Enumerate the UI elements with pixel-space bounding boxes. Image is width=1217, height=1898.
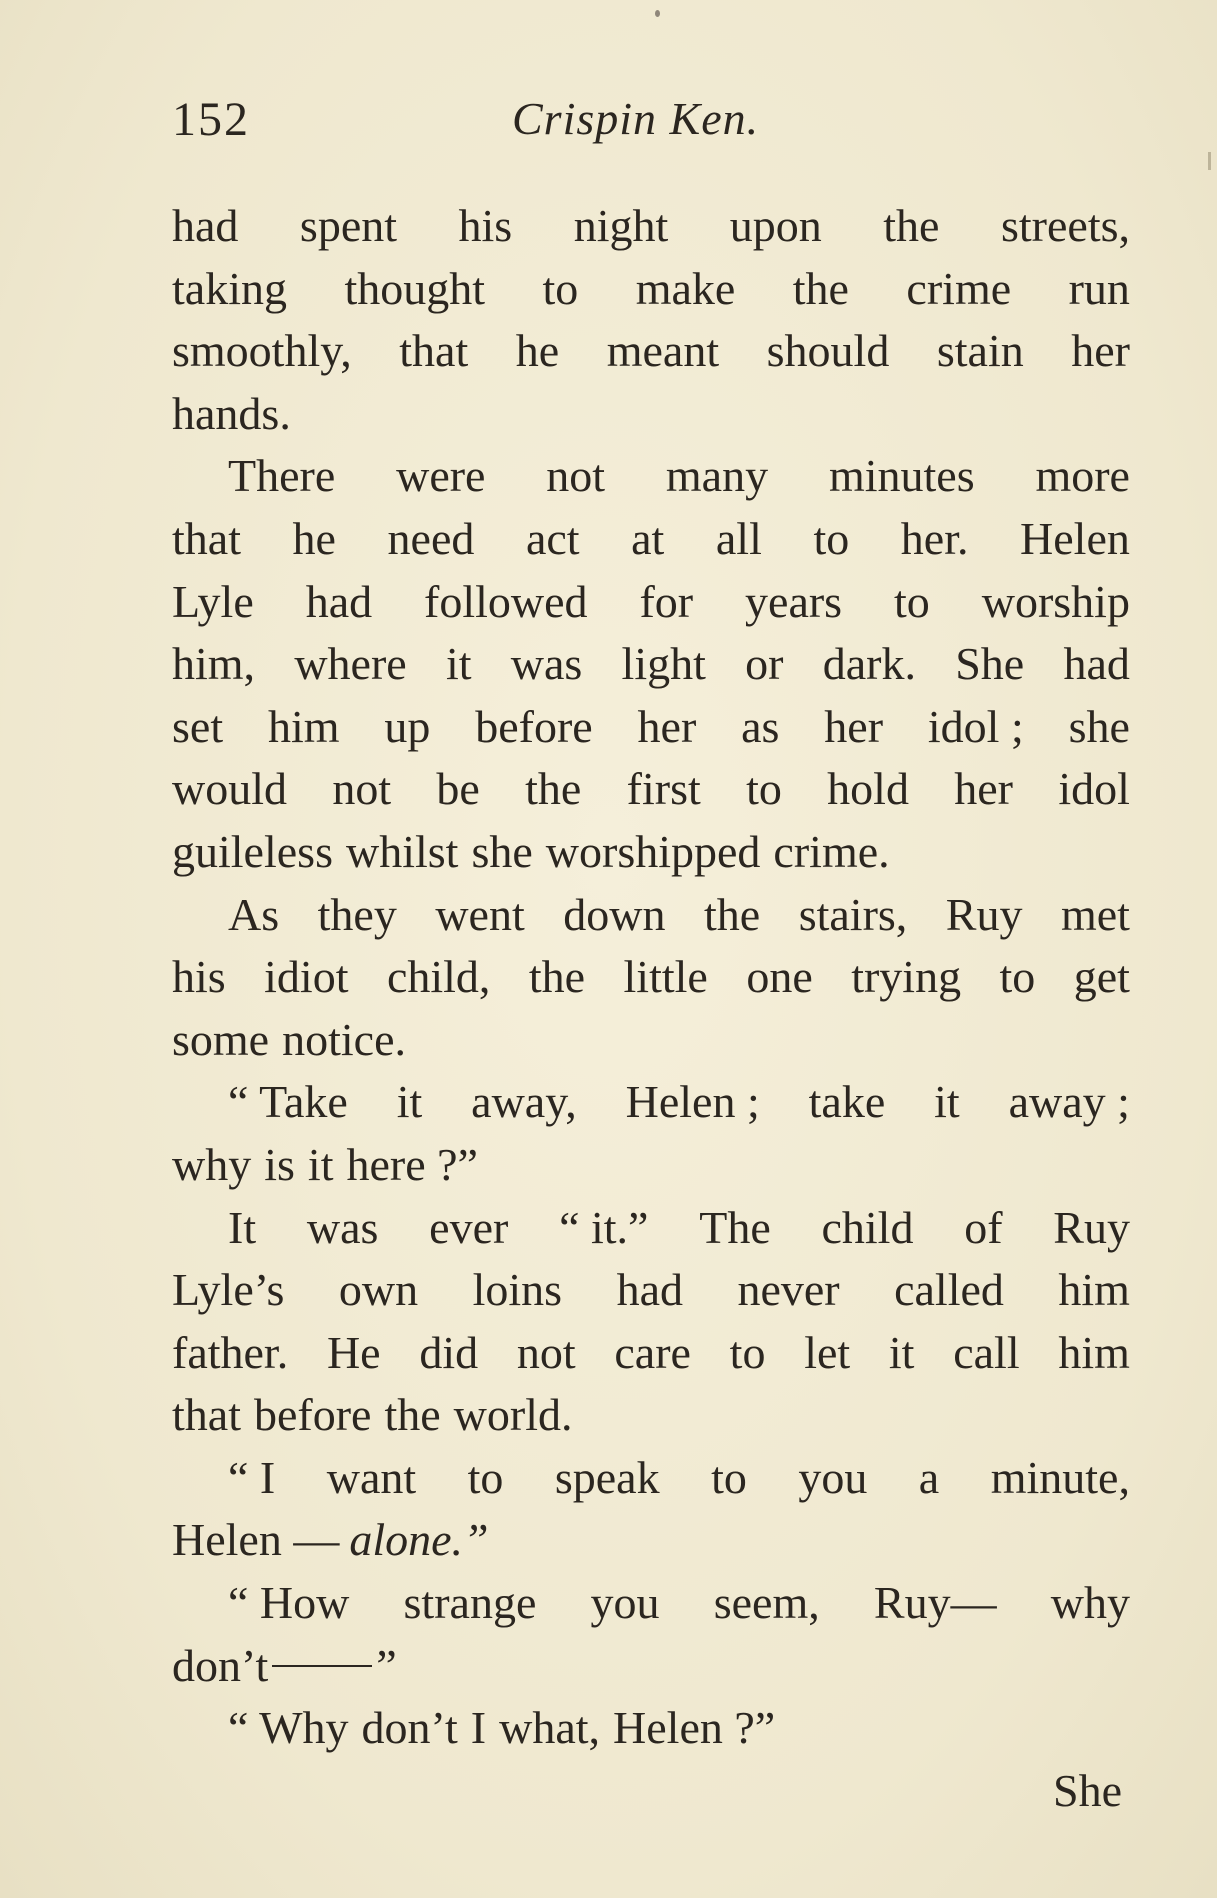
word: speak bbox=[554, 1451, 660, 1503]
word: her bbox=[1071, 325, 1130, 377]
word: to bbox=[542, 262, 579, 314]
word: dark. bbox=[822, 638, 916, 690]
text-line bbox=[172, 445, 1130, 508]
word: light bbox=[621, 638, 706, 690]
word: thought bbox=[344, 262, 485, 314]
word: should bbox=[766, 325, 890, 377]
word: to bbox=[813, 512, 850, 564]
word: She bbox=[955, 638, 1025, 690]
word: him, bbox=[172, 638, 256, 690]
word: away, bbox=[471, 1076, 577, 1128]
word: Ruy bbox=[945, 888, 1023, 940]
word: father. bbox=[172, 1326, 289, 1378]
word: loins bbox=[472, 1264, 563, 1316]
word: many bbox=[665, 450, 769, 502]
word: it bbox=[396, 1076, 423, 1128]
word: he bbox=[292, 512, 336, 564]
word: call bbox=[953, 1326, 1020, 1378]
word: her bbox=[824, 700, 884, 752]
text-line bbox=[172, 1635, 1130, 1698]
word: idiot bbox=[264, 951, 349, 1003]
word: minutes bbox=[828, 450, 975, 502]
text-line bbox=[172, 633, 1130, 696]
text-line bbox=[172, 1134, 1130, 1197]
word: streets, bbox=[1000, 200, 1130, 251]
word: “ Take bbox=[228, 1076, 348, 1128]
word: why bbox=[172, 1138, 252, 1190]
word: Ruy— bbox=[873, 1577, 997, 1629]
word: take bbox=[808, 1076, 886, 1128]
word: “ How bbox=[228, 1577, 350, 1629]
word: the bbox=[384, 1389, 441, 1441]
catchword-line bbox=[172, 1760, 1130, 1823]
word: Helen bbox=[1020, 512, 1130, 564]
word: to bbox=[729, 1326, 766, 1378]
word: some bbox=[172, 1013, 270, 1065]
word: was bbox=[510, 638, 583, 690]
word: whilst bbox=[345, 825, 459, 877]
word: called bbox=[894, 1264, 1004, 1316]
word: hands. bbox=[172, 387, 291, 439]
word: be bbox=[436, 763, 480, 815]
word: There bbox=[228, 450, 336, 502]
word: that bbox=[399, 325, 469, 377]
catchword: She bbox=[1053, 1764, 1122, 1816]
word: need bbox=[387, 512, 475, 564]
word: hold bbox=[827, 763, 909, 815]
text-line bbox=[172, 696, 1130, 759]
word: “ I bbox=[228, 1451, 276, 1503]
word: for bbox=[639, 575, 694, 627]
word: before bbox=[253, 1389, 372, 1441]
word: to bbox=[894, 575, 930, 627]
word: all bbox=[715, 512, 762, 564]
word: or bbox=[745, 638, 784, 690]
word: did bbox=[419, 1326, 479, 1378]
text-line bbox=[172, 884, 1130, 947]
word: get bbox=[1073, 951, 1130, 1003]
word: to bbox=[467, 1451, 504, 1503]
word: act bbox=[525, 512, 580, 564]
text-line bbox=[172, 1384, 1130, 1447]
word: she bbox=[1068, 700, 1130, 752]
word: followed bbox=[424, 575, 588, 627]
word: would bbox=[172, 763, 287, 815]
word: child, bbox=[386, 951, 491, 1003]
word: Ruy bbox=[1053, 1201, 1130, 1253]
word: to bbox=[711, 1451, 747, 1503]
word: don’t bbox=[172, 1639, 269, 1691]
word: his bbox=[172, 951, 226, 1003]
word: trying bbox=[851, 951, 962, 1003]
word: what, bbox=[499, 1702, 601, 1754]
word: him bbox=[1058, 1326, 1130, 1378]
word: I bbox=[470, 1702, 487, 1754]
page-header bbox=[0, 88, 1217, 158]
word: little bbox=[623, 951, 708, 1003]
word: not bbox=[546, 450, 606, 502]
word: her. bbox=[900, 512, 969, 564]
word: of bbox=[964, 1201, 1003, 1253]
text-line bbox=[172, 1572, 1130, 1635]
word: that bbox=[172, 512, 241, 564]
word: she bbox=[471, 825, 533, 877]
word: her bbox=[954, 763, 1014, 815]
word: smoothly, bbox=[172, 325, 352, 377]
word: to bbox=[999, 951, 1036, 1003]
word: away ; bbox=[1008, 1076, 1130, 1128]
word: the bbox=[703, 888, 761, 940]
text-line bbox=[172, 1509, 1130, 1572]
text-line bbox=[172, 1071, 1130, 1134]
text-line bbox=[172, 1009, 1130, 1072]
word: the bbox=[883, 200, 940, 251]
word: care bbox=[614, 1326, 691, 1378]
word: here ?” bbox=[346, 1138, 478, 1190]
word: met bbox=[1060, 888, 1130, 940]
word: child bbox=[821, 1201, 914, 1253]
word: Helen ?” bbox=[613, 1702, 776, 1754]
word: before bbox=[475, 700, 593, 752]
word: own bbox=[338, 1264, 419, 1316]
word: he bbox=[515, 325, 560, 377]
word: you bbox=[590, 1577, 660, 1629]
body-text bbox=[172, 195, 1130, 1822]
word: it bbox=[888, 1326, 915, 1378]
word: as bbox=[741, 700, 780, 752]
text-line bbox=[172, 195, 1130, 258]
word: want bbox=[326, 1451, 417, 1503]
text-line bbox=[172, 1447, 1130, 1510]
word: guileless bbox=[172, 825, 333, 877]
text-line bbox=[172, 1322, 1130, 1385]
word: He bbox=[326, 1326, 381, 1378]
word: notice. bbox=[282, 1013, 407, 1065]
text-line bbox=[172, 571, 1130, 634]
word: him bbox=[1058, 1264, 1130, 1316]
word: had bbox=[616, 1264, 683, 1316]
word: ever bbox=[429, 1201, 509, 1253]
word: not bbox=[332, 763, 392, 815]
word: It bbox=[228, 1201, 257, 1253]
page-number: 152 bbox=[172, 93, 250, 146]
word: where bbox=[294, 638, 407, 690]
text-line bbox=[172, 258, 1130, 321]
word: a bbox=[918, 1451, 940, 1503]
running-title: Crispin Ken. bbox=[512, 93, 760, 144]
word: his bbox=[458, 200, 513, 251]
word-italic: alone.” bbox=[349, 1514, 489, 1566]
word: at bbox=[631, 512, 665, 564]
word: crime. bbox=[773, 825, 890, 877]
text-line bbox=[172, 1259, 1130, 1322]
word: the bbox=[528, 951, 586, 1003]
word: that bbox=[172, 1389, 241, 1441]
word: “ Why bbox=[228, 1702, 349, 1754]
word: it bbox=[307, 1138, 334, 1190]
word: to bbox=[746, 763, 782, 815]
text-line bbox=[172, 508, 1130, 571]
word: first bbox=[626, 763, 701, 815]
word: it bbox=[934, 1076, 960, 1128]
text-line bbox=[172, 758, 1130, 821]
text-line bbox=[172, 1697, 1130, 1760]
word: taking bbox=[172, 262, 287, 314]
word: they bbox=[317, 888, 397, 940]
word: never bbox=[737, 1264, 840, 1316]
word: more bbox=[1035, 450, 1130, 502]
word: is bbox=[264, 1138, 295, 1190]
word: “ it.” bbox=[559, 1201, 649, 1253]
word: it bbox=[445, 638, 472, 690]
word: up bbox=[384, 700, 431, 752]
word: Lyle’s bbox=[172, 1264, 285, 1316]
text-line bbox=[172, 383, 1130, 446]
word: stain bbox=[936, 325, 1024, 377]
word: world. bbox=[453, 1389, 573, 1441]
word: worshipped bbox=[545, 825, 761, 877]
word: don’t bbox=[361, 1702, 458, 1754]
word: run bbox=[1068, 262, 1130, 314]
word: Lyle bbox=[172, 575, 254, 627]
word: the bbox=[792, 262, 849, 314]
word: idol bbox=[1058, 763, 1130, 815]
word: you bbox=[798, 1451, 868, 1503]
word: idol ; bbox=[927, 700, 1024, 752]
word: The bbox=[699, 1201, 771, 1253]
word: make bbox=[635, 262, 736, 314]
word: him bbox=[267, 700, 340, 752]
em-dash-rule bbox=[272, 1635, 372, 1667]
word: years bbox=[745, 575, 843, 627]
word: not bbox=[516, 1326, 576, 1378]
word: minute, bbox=[990, 1451, 1130, 1503]
word: Helen ; bbox=[625, 1076, 760, 1128]
word: meant bbox=[606, 325, 720, 377]
word: had bbox=[305, 575, 373, 627]
word: Helen — bbox=[172, 1514, 340, 1566]
word: seem, bbox=[713, 1577, 820, 1629]
word: the bbox=[525, 763, 582, 815]
word: crime bbox=[906, 262, 1012, 314]
word: worship bbox=[981, 575, 1130, 627]
word: had bbox=[172, 200, 239, 251]
word: let bbox=[804, 1326, 851, 1378]
word: night bbox=[573, 200, 669, 251]
word: down bbox=[563, 888, 666, 940]
text-line bbox=[172, 1197, 1130, 1260]
word: ” bbox=[376, 1639, 397, 1691]
word: went bbox=[435, 888, 525, 940]
word: why bbox=[1050, 1577, 1130, 1629]
word: strange bbox=[403, 1577, 537, 1629]
word: As bbox=[228, 888, 280, 940]
word: were bbox=[396, 450, 486, 502]
word: one bbox=[746, 951, 813, 1003]
ink-speck bbox=[655, 10, 660, 17]
word: upon bbox=[729, 200, 822, 251]
text-line bbox=[172, 821, 1130, 884]
word: was bbox=[306, 1201, 379, 1253]
text-line bbox=[172, 946, 1130, 1009]
word: set bbox=[172, 700, 224, 752]
word: had bbox=[1063, 638, 1130, 690]
text-line bbox=[172, 320, 1130, 383]
word: spent bbox=[299, 200, 398, 251]
word: her bbox=[637, 700, 697, 752]
word: stairs, bbox=[798, 888, 908, 940]
